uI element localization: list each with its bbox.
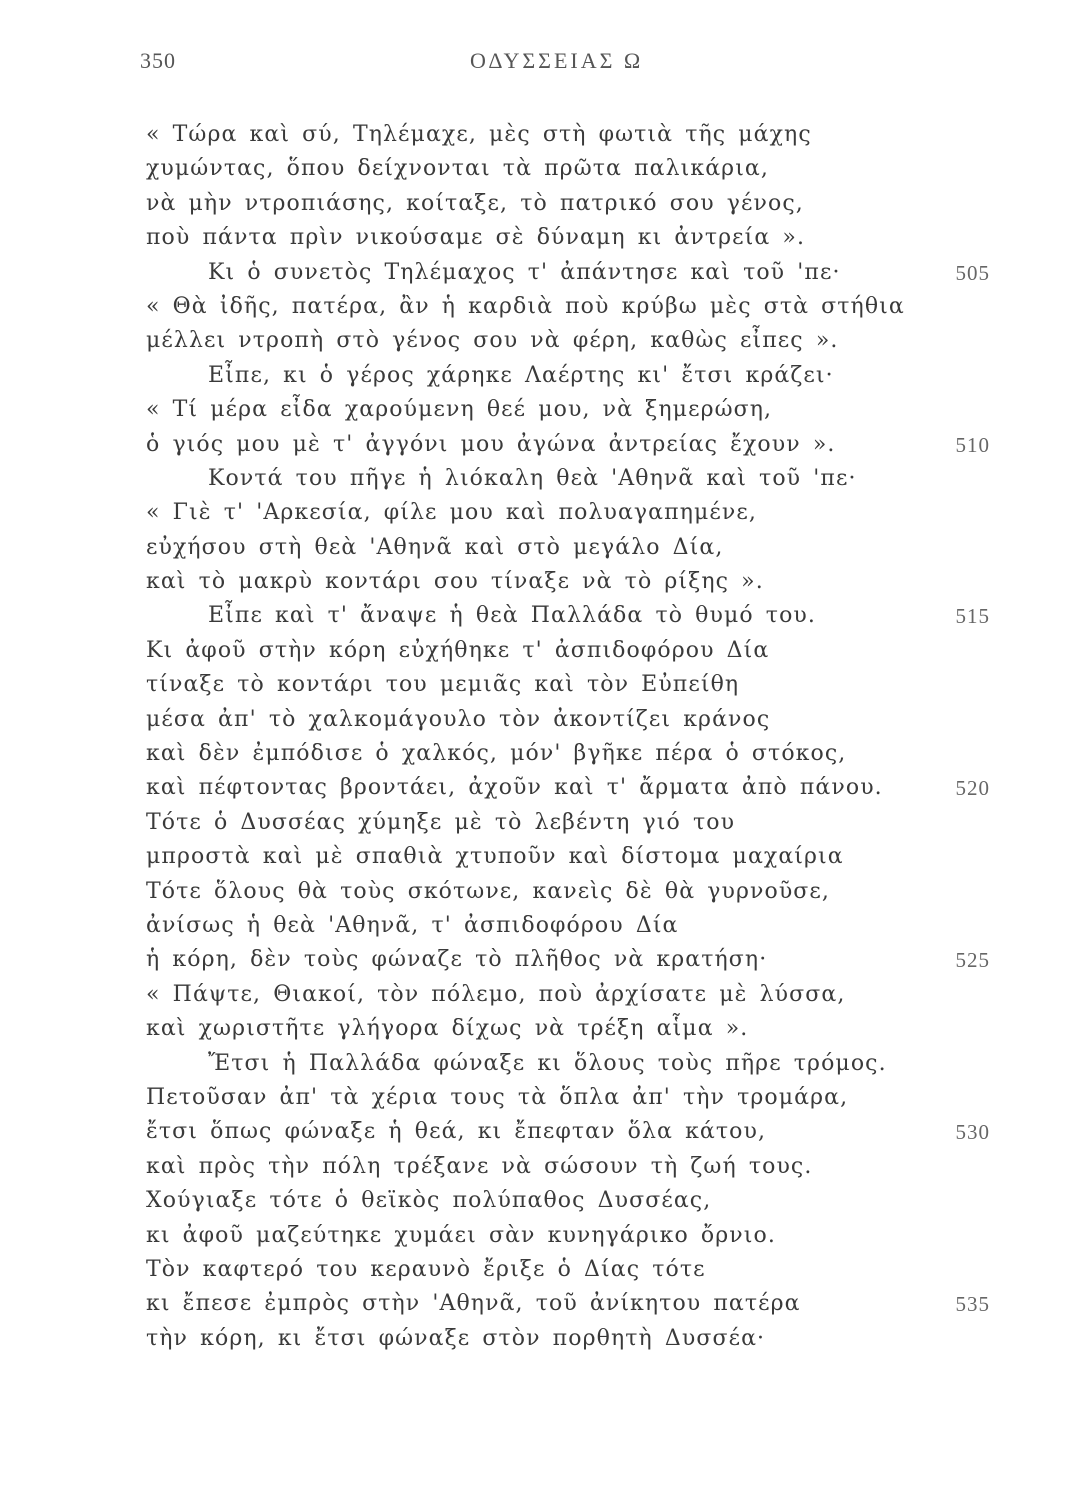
verse-line (146, 1012, 990, 1046)
verse-line (146, 1184, 990, 1218)
poem-text (146, 118, 990, 1356)
verse-line (146, 909, 990, 943)
verse-line (146, 221, 990, 255)
verse-text: χυμώντας, ὅπου δείχνονται τὰ πρῶτα παλικάρια, (146, 156, 769, 182)
verse-text: καὶ χωριστῆτε γλήγορα δίχως νὰ τρέξη αἷμα ». (146, 1016, 749, 1042)
line-number: 515 (955, 604, 990, 629)
verse-text: « Γιὲ τ' 'Αρκεσία, φίλε μου καὶ πολυαγαπημένε, (146, 500, 757, 526)
verse-line (146, 187, 990, 221)
verse-text: κι ἔπεσε ἐμπρὸς στὴν 'Αθηνᾶ, τοῦ ἀνίκητου πατέρα (146, 1291, 801, 1317)
verse-line (146, 875, 990, 909)
verse-line (146, 1287, 990, 1321)
verse-line (146, 737, 990, 771)
verse-text: ὁ γιός μου μὲ τ' ἀγγόνι μου ἀγώνα ἀντρείας ἔχουν ». (146, 431, 836, 457)
verse-text: καὶ πρὸς τὴν πόλη τρέξανε νὰ σώσουν τὴ ζωή τους. (146, 1153, 813, 1179)
verse-line (146, 668, 990, 702)
verse-text: « Θὰ ἰδῆς, πατέρα, ἂν ἡ καρδιὰ ποὺ κρύβω μὲς στὰ στήθια (146, 293, 905, 319)
verse-line (146, 1115, 990, 1149)
verse-text: ἀνίσως ἡ θεὰ 'Αθηνᾶ, τ' ἀσπιδοφόρου Δία (146, 912, 679, 938)
verse-line (146, 1322, 990, 1356)
verse-line (146, 393, 990, 427)
verse-line (146, 1219, 990, 1253)
verse-text: Κι ὁ συνετὸς Τηλέμαχος τ' ἀπάντησε καὶ τοῦ 'πε· (208, 259, 841, 285)
verse-text: Τότε ὅλους θὰ τοὺς σκότωνε, κανεὶς δὲ θὰ γυρνοῦσε, (146, 878, 830, 904)
verse-line (146, 565, 990, 599)
verse-text: τὴν κόρη, κι ἔτσι φώναξε στὸν πορθητὴ Δυσσέα· (146, 1325, 766, 1351)
verse-text: μέσα ἀπ' τὸ χαλκομάγουλο τὸν ἀκοντίζει κράνος (146, 706, 771, 732)
running-head (140, 48, 960, 78)
line-number: 520 (955, 776, 990, 801)
verse-text: μπροστὰ καὶ μὲ σπαθιὰ χτυποῦν καὶ δίστομα μαχαίρια (146, 844, 844, 870)
verse-text: « Τώρα καὶ σύ, Τηλέμαχε, μὲς στὴ φωτιὰ τῆς μάχης (146, 122, 812, 147)
verse-text: καὶ δὲν ἐμπόδισε ὁ χαλκός, μόν' βγῆκε πέρα ὁ στόκος, (146, 741, 847, 767)
verse-text: ποὺ πάντα πρὶν νικούσαμε σὲ δύναμη κι ἀντρεία ». (146, 225, 806, 251)
verse-line (146, 152, 990, 186)
verse-line (146, 324, 990, 358)
verse-text: μέλλει ντροπὴ στὸ γένος σου νὰ φέρη, καθὼς εἶπες ». (146, 328, 839, 354)
verse-line (146, 1047, 990, 1081)
verse-text: Εἶπε καὶ τ' ἄναψε ἡ θεὰ Παλλάδα τὸ θυμό του. (208, 603, 816, 629)
verse-line (146, 806, 990, 840)
line-number: 525 (955, 948, 990, 973)
verse-text: Ἔτσι ἡ Παλλάδα φώναξε κι ὅλους τοὺς πῆρε τρόμος. (208, 1050, 887, 1076)
verse-text: Χούγιαξε τότε ὁ θεϊκὸς πολύπαθος Δυσσέας, (146, 1188, 712, 1214)
verse-line (146, 634, 990, 668)
verse-line (146, 943, 990, 977)
verse-text: κι ἀφοῦ μαζεύτηκε χυμάει σὰν κυνηγάρικο ὄρνιο. (146, 1222, 776, 1248)
verse-text: καὶ τὸ μακρὺ κοντάρι σου τίναξε νὰ τὸ ρίξης ». (146, 569, 764, 595)
verse-line (146, 840, 990, 874)
verse-text: ἡ κόρη, δὲν τοὺς φώναζε τὸ πλῆθος νὰ κρατήση· (146, 947, 768, 973)
verse-line (146, 118, 990, 152)
verse-line (146, 462, 990, 496)
line-number: 530 (955, 1120, 990, 1145)
book-title: ΟΔΥΣΣΕΙΑΣ Ω (470, 48, 644, 73)
verse-line (146, 1081, 990, 1115)
verse-text: Τότε ὁ Δυσσέας χύμηξε μὲ τὸ λεβέντη γιό του (146, 809, 736, 835)
verse-text: εὐχήσου στὴ θεὰ 'Αθηνᾶ καὶ στὸ μεγάλο Δία, (146, 534, 724, 560)
verse-text: Πετοῦσαν ἀπ' τὰ χέρια τους τὰ ὅπλα ἀπ' τὴν τρομάρα, (146, 1084, 849, 1110)
verse-text: Τὸν καφτερό του κεραυνὸ ἔριξε ὁ Δίας τότε (146, 1256, 706, 1282)
verse-text: Κοντά του πῆγε ἡ λιόκαλη θεὰ 'Αθηνᾶ καὶ τοῦ 'πε· (208, 465, 857, 491)
verse-line (146, 428, 990, 462)
verse-line (146, 703, 990, 737)
verse-text: καὶ πέφτοντας βροντάει, ἀχοῦν καὶ τ' ἄρματα ἀπὸ πάνου. (146, 775, 883, 801)
verse-text: « Τί μέρα εἶδα χαρούμενη θεέ μου, νὰ ξημερώση, (146, 397, 773, 423)
line-number: 505 (955, 260, 990, 285)
verse-text: Εἶπε, κι ὁ γέρος χάρηκε Λαέρτης κι' ἔτσι κράζει· (208, 362, 834, 388)
verse-text: νὰ μὴν ντροπιάσης, κοίταξε, τὸ πατρικό σου γένος, (146, 190, 804, 216)
page-number: 350 (140, 48, 176, 73)
verse-text: ἔτσι ὅπως φώναξε ἡ θεά, κι ἔπεφταν ὅλα κάτου, (146, 1119, 767, 1145)
verse-line (146, 531, 990, 565)
line-number: 535 (955, 1292, 990, 1317)
verse-line (146, 978, 990, 1012)
verse-line (146, 290, 990, 324)
verse-line (146, 359, 990, 393)
verse-text: « Πάψτε, Θιακοί, τὸν πόλεμο, ποὺ ἀρχίσατε μὲ λύσσα, (146, 981, 846, 1007)
verse-line (146, 1253, 990, 1287)
verse-line (146, 496, 990, 530)
verse-line (146, 256, 990, 290)
verse-text: Κι ἀφοῦ στὴν κόρη εὐχήθηκε τ' ἀσπιδοφόρου Δία (146, 637, 770, 663)
verse-line (146, 1150, 990, 1184)
line-number: 510 (955, 432, 990, 457)
verse-line (146, 771, 990, 805)
verse-line (146, 599, 990, 633)
verse-text: τίναξε τὸ κοντάρι του μεμιᾶς καὶ τὸν Εὐπείθη (146, 672, 740, 698)
